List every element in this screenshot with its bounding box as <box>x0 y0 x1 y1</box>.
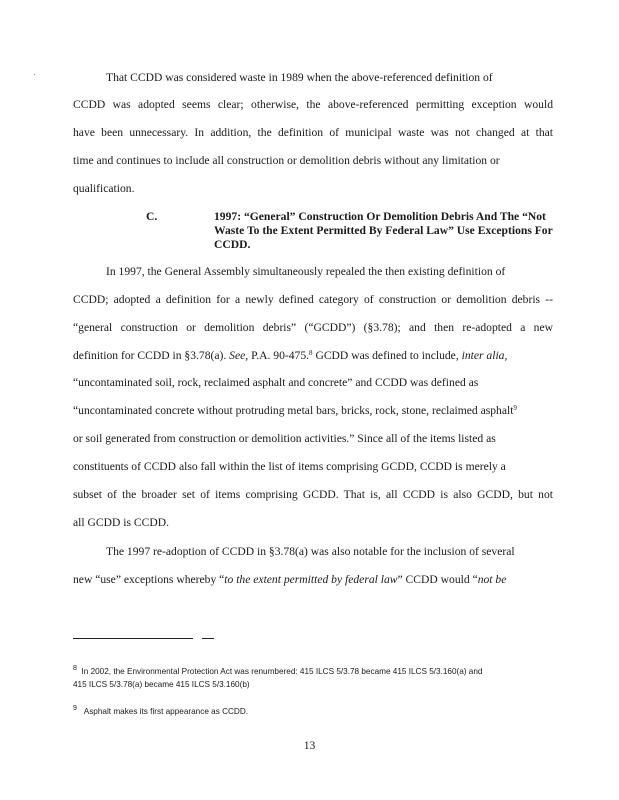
body-line: “uncontaminated soil, rock, reclaimed asphalt and concrete” and CCDD was defined as <box>73 376 479 389</box>
footnote-separator-tail <box>202 638 214 639</box>
text-run: “uncontaminated concrete without protruding metal bars, bricks, rock, stone, reclaimed asphalt <box>73 404 514 417</box>
body-line <box>73 404 553 418</box>
text-run: definition for CCDD in §3.78(a). <box>73 349 230 362</box>
body-line: In 1997, the General Assembly simultaneously repealed the then existing definition of <box>106 265 506 278</box>
text-run: new “use” exceptions whereby “ <box>73 573 225 586</box>
italic-term: inter alia, <box>461 349 508 362</box>
text-run: ” CCDD would “ <box>397 573 478 586</box>
section-heading-line: Waste To the Extent Permitted By Federal Law” Use Exceptions For <box>214 224 553 237</box>
section-letter: C. <box>146 210 158 223</box>
footnote-number: 9 <box>73 705 77 712</box>
body-line: That CCDD was considered waste in 1989 when the above-referenced definition of <box>106 71 493 84</box>
body-line <box>73 349 553 363</box>
scan-speck <box>34 74 35 75</box>
footnote-ref-9: 9 <box>513 404 517 412</box>
body-line: or soil generated from construction or demolition activities.” Since all of the items listed as <box>73 432 496 445</box>
body-line: The 1997 re-adoption of CCDD in §3.78(a) was also notable for the inclusion of several <box>106 545 515 558</box>
italic-phrase: to the extent permitted by federal law <box>224 573 398 586</box>
section-heading-line: CCDD. <box>214 238 251 251</box>
footnote-9 <box>73 706 543 717</box>
body-line: have been unnecessary. In addition, the definition of municipal waste was not changed at that <box>73 126 553 139</box>
footnote-text: In 2002, the Environmental Protection Act was renumbered: 415 ILCS 5/3.78 became 415 ILCS 5/3.160(a) and <box>81 667 483 676</box>
body-line: CCDD was adopted seems clear; otherwise, the above-referenced permitting exception would <box>73 98 553 111</box>
footnote-ref-8: 8 <box>309 349 313 357</box>
body-line: “general construction or demolition debris” (“GCDD”) (§3.78); and then re-adopted a new <box>73 321 553 334</box>
footnote-8 <box>73 666 543 677</box>
text-run: P.A. 90-475. <box>248 349 310 362</box>
text-run: GCDD was defined to include, <box>312 349 462 362</box>
footnote-number: 8 <box>73 665 77 672</box>
citation-signal: See, <box>229 349 249 362</box>
body-line <box>73 573 553 587</box>
section-heading-line: 1997: “General” Construction Or Demolition Debris And The “Not <box>214 210 546 223</box>
body-line: CCDD; adopted a definition for a newly defined category of construction or demolition debris -- <box>73 293 553 306</box>
footnote-text: Asphalt makes its first appearance as CCDD. <box>83 707 249 716</box>
body-line: time and continues to include all construction or demolition debris without any limitation or <box>73 154 500 167</box>
body-line: subset of the broader set of items comprising GCDD. That is, all CCDD is also GCDD, but not <box>73 488 553 501</box>
body-line: constituents of CCDD also fall within the list of items comprising GCDD, CCDD is merely a <box>73 460 506 473</box>
page-number: 13 <box>303 739 316 752</box>
footnote-separator <box>73 638 193 639</box>
italic-phrase: not be <box>477 573 507 586</box>
footnote-8-continued: 415 ILCS 5/3.78(a) became 415 ILCS 5/3.160(b) <box>73 680 250 689</box>
body-line: qualification. <box>73 182 135 195</box>
body-line: all GCDD is CCDD. <box>73 516 169 529</box>
